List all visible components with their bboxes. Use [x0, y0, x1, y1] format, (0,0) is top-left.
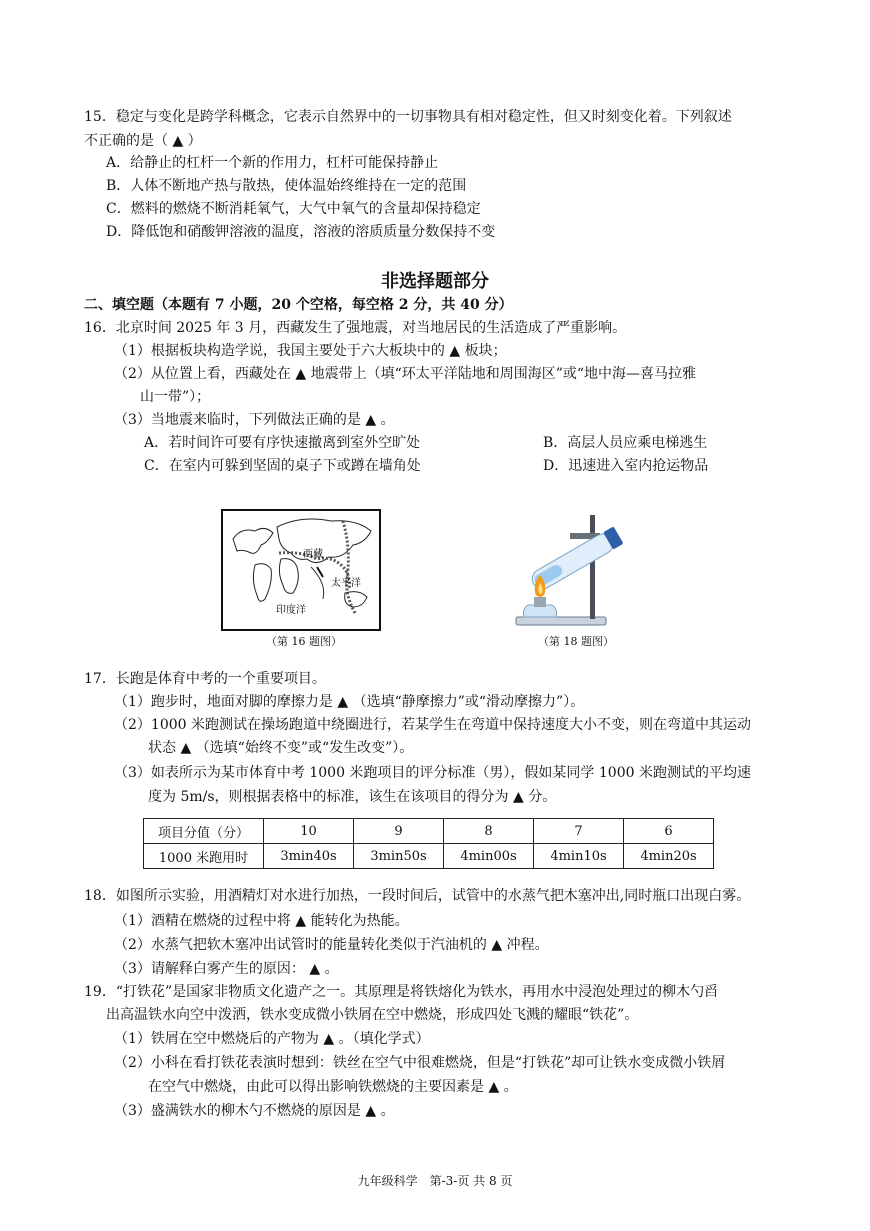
q16-part1: （1）根据板块构造学说，我国主要处于六大板块中的 ▲ 板块；: [114, 343, 507, 359]
q16-part2-line1: （2）从位置上看，西藏处在 ▲ 地震带上（填“环太平洋陆地和周围海区”或“地中海—喜马拉雅: [114, 366, 697, 382]
q15-option-a: A．给静止的杠杆一个新的作用力，杠杆可能保持静止: [106, 155, 439, 171]
q16-option-d: D．迅速进入室内抢运物品: [543, 458, 709, 474]
table-cell: 6: [624, 819, 714, 844]
table-cell: 3min40s: [264, 844, 354, 869]
score-table: [143, 818, 714, 869]
map-label-pacific: 太平洋: [331, 578, 361, 589]
figure-18-apparatus: [510, 505, 640, 630]
q16-part2-line2: 山一带”）；: [140, 389, 211, 405]
figure-16-map: [221, 509, 381, 631]
q19-part3: （3）盛满铁水的柳木勺不燃烧的原因是 ▲ 。: [114, 1103, 395, 1119]
q17-part2-line1: （2）1000 米跑测试在操场跑道中绕圈进行，若某学生在弯道中保持速度大小不变，则在弯道中其运动: [114, 717, 751, 733]
table-cell: 4min00s: [444, 844, 534, 869]
q17-part2-line2: 状态 ▲ （选填“始终不变”或“发生改变”）。: [148, 740, 414, 756]
q18-stem: 18．如图所示实验，用酒精灯对水进行加热，一段时间后，试管中的水蒸气把木塞冲出,同时瓶口出现白雾。: [84, 888, 751, 904]
q17-part3-line1: （3）如表所示为某市体育中考 1000 米跑项目的评分标准（男），假如某同学 1000 米跑测试的平均速: [114, 765, 751, 781]
table-cell: 9: [354, 819, 444, 844]
table-cell: 3min50s: [354, 844, 444, 869]
table-cell: 4min10s: [534, 844, 624, 869]
q19-stem-line1: 19．“打铁花”是国家非物质文化遗产之一。其原理是将铁熔化为铁水，再用水中浸泡处理过的柳木勺舀: [84, 984, 719, 1000]
figure-18-caption: （第 18 题图）: [538, 635, 614, 648]
q15-option-b: B．人体不断地产热与散热，使体温始终维持在一定的范围: [106, 178, 467, 194]
q15-stem-line1: 15．稳定与变化是跨学科概念，它表示自然界中的一切事物具有相对稳定性，但又时刻变化着。下列叙述: [84, 109, 732, 125]
q19-part2-line2: 在空气中燃烧，由此可以得出影响铁燃烧的主要因素是 ▲ 。: [148, 1079, 518, 1095]
page-footer: 九年级科学 第-3-页 共 8 页: [357, 1174, 513, 1188]
section-title: 非选择题部分: [381, 271, 489, 292]
q16-option-c: C．在室内可躲到坚固的桌子下或蹲在墙角处: [144, 458, 421, 474]
q15-option-d: D．降低饱和硝酸钾溶液的温度，溶液的溶质质量分数保持不变: [106, 224, 496, 240]
q17-part3-line2: 度为 5m/s，则根据表格中的标准，该生在该项目的得分为 ▲ 分。: [148, 789, 557, 805]
table-cell: 项目分值（分）: [144, 819, 264, 844]
q19-part1: （1）铁屑在空中燃烧后的产物为 ▲ 。（填化学式）: [114, 1031, 430, 1047]
table-cell: 4min20s: [624, 844, 714, 869]
figure-16-caption: （第 16 题图）: [266, 635, 342, 648]
q18-part2: （2）水蒸气把软木塞冲出试管时的能量转化类似于汽油机的 ▲ 冲程。: [114, 937, 549, 953]
q18-part1: （1）酒精在燃烧的过程中将 ▲ 能转化为热能。: [114, 913, 409, 929]
q16-stem: 16．北京时间 2025 年 3 月，西藏发生了强地震，对当地居民的生活造成了严重影响。: [84, 320, 627, 336]
q18-part3: （3）请解释白雾产生的原因： ▲ 。: [114, 961, 339, 977]
map-label-indian-ocean: 印度洋: [276, 605, 306, 616]
q17-stem: 17．长跑是体育中考的一个重要项目。: [84, 671, 326, 687]
q17-part1: （1）跑步时，地面对脚的摩擦力是 ▲ （选填“静摩擦力”或“滑动摩擦力”）。: [114, 694, 585, 710]
table-row: [144, 819, 714, 844]
q16-option-b: B．高层人员应乘电梯逃生: [543, 435, 708, 451]
table-cell: 1000 米跑用时: [144, 844, 264, 869]
q16-option-a: A．若时间许可要有序快速撤离到室外空旷处: [144, 435, 421, 451]
section-heading: 二、填空题（本题有 7 小题，20 个空格，每空格 2 分，共 40 分）: [84, 297, 513, 313]
table-cell: 7: [534, 819, 624, 844]
q15-stem-line2: 不正确的是（ ▲ ）: [84, 133, 202, 149]
q15-option-c: C．燃料的燃烧不断消耗氧气，大气中氧气的含量却保持稳定: [106, 201, 481, 217]
table-cell: 10: [264, 819, 354, 844]
table-row: [144, 844, 714, 869]
q19-part2-line1: （2）小科在看打铁花表演时想到：铁丝在空气中很难燃烧，但是“打铁花”却可让铁水变成微小铁屑: [114, 1055, 726, 1071]
map-label-tibet: 西藏: [303, 549, 323, 560]
q19-stem-line2: 出高温铁水向空中泼洒，铁水变成微小铁屑在空中燃烧，形成四处飞溅的耀眼“铁花”。: [106, 1007, 639, 1023]
q16-part3: （3）当地震来临时，下列做法正确的是 ▲ 。: [114, 412, 395, 428]
table-cell: 8: [444, 819, 534, 844]
